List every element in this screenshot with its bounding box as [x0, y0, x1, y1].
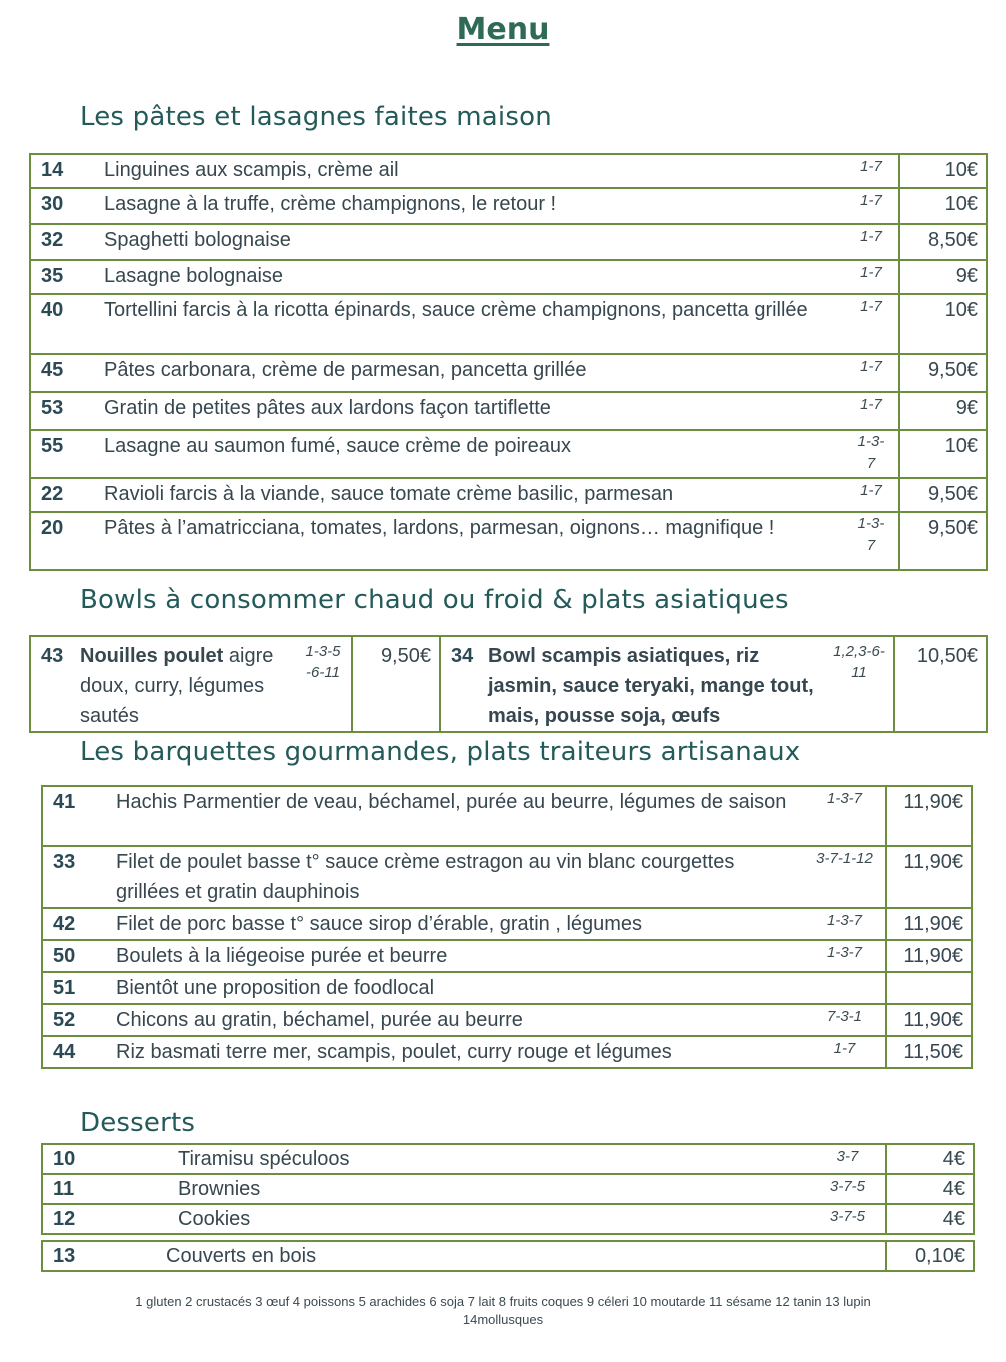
- item-price: 4€: [886, 1174, 974, 1204]
- item-price: 4€: [886, 1144, 974, 1174]
- item-number: 45: [30, 354, 92, 392]
- allergen-codes: 1-7: [860, 396, 882, 413]
- allergens-cell: [804, 972, 886, 1004]
- item-description: Spaghetti bolognaise: [92, 224, 844, 260]
- item-number: 33: [42, 846, 104, 908]
- bowl-left-price: 9,50€: [352, 636, 440, 732]
- allergen-codes: 1-7: [833, 1040, 856, 1057]
- section-title-barquettes: Les barquettes gourmandes, plats traiteurs artisanaux: [80, 737, 801, 767]
- item-number: 13: [42, 1241, 166, 1271]
- table-row: [42, 1004, 972, 1036]
- item-price: 11,90€: [886, 908, 972, 940]
- table-row: [42, 1241, 974, 1271]
- item-number: 44: [42, 1036, 104, 1068]
- allergens-cell: [844, 354, 899, 392]
- bowl-right-allergens: 1,2,3-6-11: [833, 643, 885, 681]
- table-row: [42, 908, 972, 940]
- allergen-codes: 3-7-1-12: [816, 850, 873, 867]
- item-price: 11,90€: [886, 940, 972, 972]
- table-row: [30, 188, 987, 224]
- allergen-codes: 1-7: [860, 158, 882, 175]
- item-description: Tortellini farcis à la ricotta épinards, sauce crème champignons, pancetta grillée: [92, 294, 844, 354]
- item-number: 11: [42, 1174, 166, 1204]
- allergen-codes: 1-7: [860, 228, 882, 245]
- item-price: 11,90€: [886, 786, 972, 846]
- item-description: Lasagne au saumon fumé, sauce crème de poireaux: [92, 430, 844, 478]
- allergen-codes: 3-7-5: [829, 1208, 866, 1225]
- item-price: 8,50€: [899, 224, 987, 260]
- item-price: 10€: [899, 430, 987, 478]
- item-price: 9€: [899, 392, 987, 430]
- table-row: [42, 1036, 972, 1068]
- allergens-cell: [844, 154, 899, 188]
- item-description: Tiramisu spéculoos: [166, 1144, 810, 1174]
- bowl-right-number: 34: [440, 636, 488, 732]
- item-number: 10: [42, 1144, 166, 1174]
- item-description: Chicons au gratin, béchamel, purée au beurre: [104, 1004, 804, 1036]
- allergen-legend-line1: 1 gluten 2 crustacés 3 œuf 4 poissons 5 arachides 6 soja 7 lait 8 fruits coques 9 céleri 10 moutarde 11 sésame 12 tanin 13 lupin: [135, 1294, 871, 1309]
- allergens-cell: [804, 846, 886, 908]
- table-row: [42, 846, 972, 908]
- allergens-cell: [844, 512, 899, 570]
- item-description: Pâtes à l’amatricciana, tomates, lardons, parmesan, oignons… magnifique !: [92, 512, 844, 570]
- allergen-codes: 1-7: [860, 264, 882, 281]
- item-number: 22: [30, 478, 92, 512]
- bowl-left-name-rest: aigre doux, curry, légumes sautés: [80, 645, 274, 727]
- allergens-cell: [804, 1036, 886, 1068]
- item-description: Pâtes carbonara, crème de parmesan, pancetta grillée: [92, 354, 844, 392]
- item-price: 10€: [899, 294, 987, 354]
- item-price: 10€: [899, 154, 987, 188]
- extras-table: [41, 1240, 975, 1272]
- table-row: [42, 1144, 974, 1174]
- item-description: Bientôt une proposition de foodlocal: [104, 972, 804, 1004]
- item-number: 20: [30, 512, 92, 570]
- item-price: 11,50€: [886, 1036, 972, 1068]
- allergen-codes: 3-7: [836, 1148, 859, 1165]
- item-price: 9,50€: [899, 354, 987, 392]
- item-description: Ravioli farcis à la viande, sauce tomate crème basilic, parmesan: [92, 478, 844, 512]
- allergens-cell: [844, 224, 899, 260]
- allergen-codes: 1-7: [860, 358, 882, 375]
- table-row: [30, 430, 987, 478]
- allergens-cell: [804, 908, 886, 940]
- allergens-cell: [804, 1004, 886, 1036]
- allergen-codes: 3-7-5: [829, 1178, 866, 1195]
- item-price: 0,10€: [886, 1241, 974, 1271]
- item-number: 14: [30, 154, 92, 188]
- item-description: Filet de porc basse t° sauce sirop d’érable, gratin , légumes: [104, 908, 804, 940]
- bowl-left-number: 43: [30, 636, 80, 732]
- table-row: [30, 154, 987, 188]
- item-description: Lasagne bolognaise: [92, 260, 844, 294]
- item-description: Lasagne à la truffe, crème champignons, le retour !: [92, 188, 844, 224]
- item-price: 9,50€: [899, 512, 987, 570]
- allergens-cell: [844, 430, 899, 478]
- item-description: Riz basmati terre mer, scampis, poulet, curry rouge et légumes: [104, 1036, 804, 1068]
- bowls-table: [29, 635, 988, 733]
- barquettes-table: [41, 785, 973, 1069]
- item-description: Couverts en bois: [166, 1241, 886, 1271]
- section-title-bowls: Bowls à consommer chaud ou froid & plats asiatiques: [80, 585, 789, 615]
- allergen-codes: 1-7: [860, 298, 882, 315]
- item-description: Boulets à la liégeoise purée et beurre: [104, 940, 804, 972]
- item-number: 55: [30, 430, 92, 478]
- item-number: 52: [42, 1004, 104, 1036]
- table-row: [30, 392, 987, 430]
- allergen-codes: 7-3-1: [826, 1008, 863, 1025]
- allergens-cell: [804, 940, 886, 972]
- table-row: [42, 1174, 974, 1204]
- item-number: 51: [42, 972, 104, 1004]
- item-number: 42: [42, 908, 104, 940]
- item-price: 4€: [886, 1204, 974, 1234]
- table-row: [42, 786, 972, 846]
- item-description: Cookies: [166, 1204, 810, 1234]
- item-number: 40: [30, 294, 92, 354]
- bowls-row: [30, 636, 987, 732]
- bowl-left-name: [80, 636, 295, 732]
- item-description: Brownies: [166, 1174, 810, 1204]
- table-row: [30, 294, 987, 354]
- bowl-right-price: 10,50€: [894, 636, 987, 732]
- bowl-left-name-bold: Nouilles poulet: [80, 645, 224, 667]
- bowl-left-allergens-cell: [295, 636, 352, 732]
- item-price: [886, 972, 972, 1004]
- table-row: [30, 260, 987, 294]
- allergen-codes: 1-3-7: [826, 944, 863, 961]
- item-price: 11,90€: [886, 846, 972, 908]
- pates-table: [29, 153, 988, 571]
- desserts-table: [41, 1143, 975, 1235]
- item-price: 9,50€: [899, 478, 987, 512]
- item-number: 32: [30, 224, 92, 260]
- table-row: [42, 940, 972, 972]
- item-number: 12: [42, 1204, 166, 1234]
- bowl-left-allergens: 1-3-5-6-11: [305, 643, 341, 681]
- allergens-cell: [844, 260, 899, 294]
- menu-title: Menu: [456, 12, 550, 47]
- item-price: 11,90€: [886, 1004, 972, 1036]
- allergen-codes: 1-3-7: [826, 912, 863, 929]
- bowl-right-name: Bowl scampis asiatiques, riz jasmin, sauce teryaki, mange tout, mais, pousse soja, œufs: [488, 636, 825, 732]
- allergens-cell: [844, 478, 899, 512]
- allergens-cell: [810, 1174, 886, 1204]
- table-row: [42, 972, 972, 1004]
- allergen-codes: 1-7: [860, 482, 882, 499]
- item-number: 35: [30, 260, 92, 294]
- item-number: 50: [42, 940, 104, 972]
- item-description: Linguines aux scampis, crème ail: [92, 154, 844, 188]
- allergen-codes: 1-3-7: [857, 433, 885, 472]
- allergens-cell: [810, 1204, 886, 1234]
- item-price: 9€: [899, 260, 987, 294]
- section-title-desserts: Desserts: [80, 1108, 196, 1138]
- allergen-legend-line2: 14mollusques: [462, 1312, 544, 1327]
- table-row: [30, 478, 987, 512]
- table-row: [30, 224, 987, 260]
- item-number: 30: [30, 188, 92, 224]
- table-row: [30, 512, 987, 570]
- bowl-right-allergens-cell: [825, 636, 894, 732]
- allergens-cell: [844, 392, 899, 430]
- section-title-pates: Les pâtes et lasagnes faites maison: [80, 102, 552, 132]
- item-price: 10€: [899, 188, 987, 224]
- item-number: 41: [42, 786, 104, 846]
- item-description: Filet de poulet basse t° sauce crème estragon au vin blanc courgettes grillées et gratin dauphinois: [104, 846, 804, 908]
- item-description: Gratin de petites pâtes aux lardons façon tartiflette: [92, 392, 844, 430]
- allergens-cell: [844, 294, 899, 354]
- allergens-cell: [844, 188, 899, 224]
- allergens-cell: [810, 1144, 886, 1174]
- allergen-codes: 1-3-7: [857, 515, 885, 554]
- table-row: [30, 354, 987, 392]
- allergen-legend: [0, 1293, 1006, 1329]
- allergens-cell: [804, 786, 886, 846]
- table-row: [42, 1204, 974, 1234]
- allergen-codes: 1-3-7: [826, 790, 863, 807]
- allergen-codes: 1-7: [860, 192, 882, 209]
- item-description: Hachis Parmentier de veau, béchamel, purée au beurre, légumes de saison: [104, 786, 804, 846]
- item-number: 53: [30, 392, 92, 430]
